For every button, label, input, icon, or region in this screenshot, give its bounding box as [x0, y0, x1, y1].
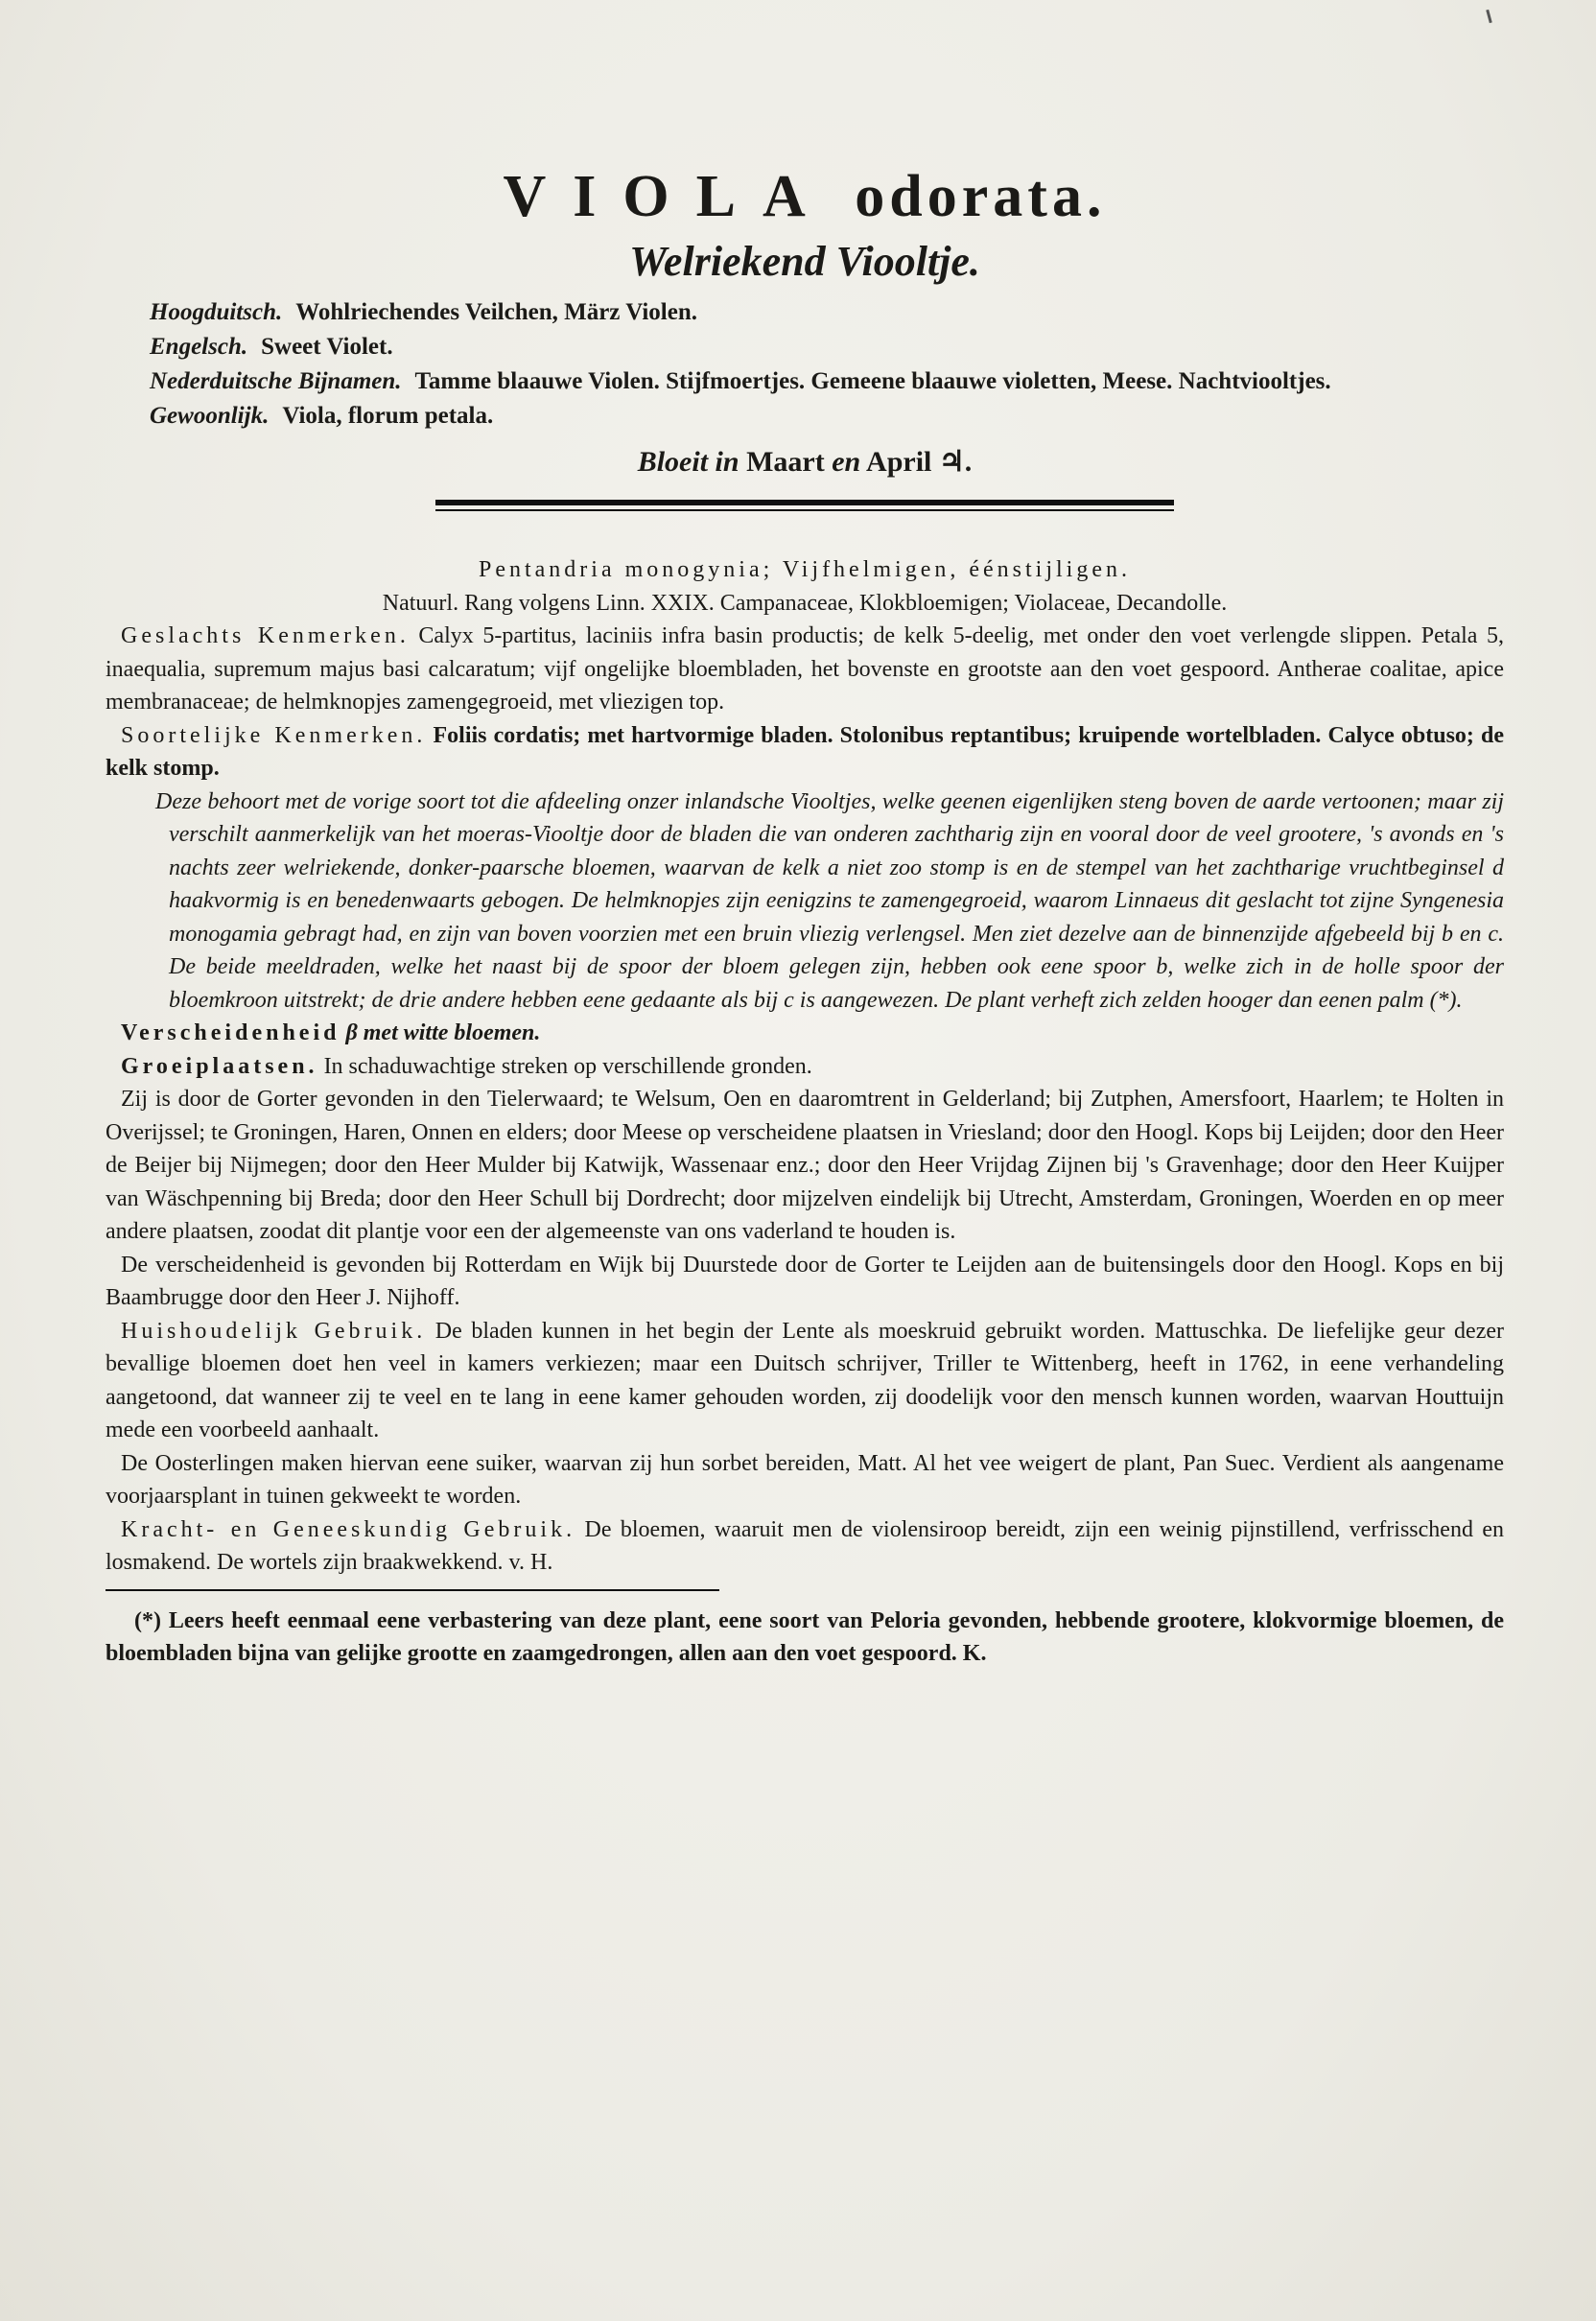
title-block — [106, 163, 1504, 286]
classification-line-2: Natuurl. Rang volgens Linn. XXIX. Campanaceae, Klokbloemigen; Violaceae, Decandolle. — [382, 590, 1228, 616]
household-label: Huishoudelijk Gebruik. — [121, 1318, 427, 1344]
name-row — [150, 330, 1504, 364]
medicinal-label: Kracht- en Geneeskundig Gebruik. — [121, 1516, 576, 1542]
habitat — [106, 1050, 1504, 1084]
double-rule-thin — [435, 509, 1174, 511]
page-title — [106, 163, 1504, 231]
bloom-month-2: April ♃. — [866, 446, 973, 478]
footnote-rule — [106, 1589, 719, 1591]
name-value: Wohlriechendes Veilchen, März Violen. — [295, 299, 697, 325]
variety-label: Verscheidenheid — [121, 1020, 340, 1045]
vernacular-names — [150, 295, 1504, 434]
name-row — [150, 364, 1504, 399]
description: Deze behoort met de vorige soort tot die afdeeling onzer inlandsche Viooltjes, welke geenen eigenlijken steng boven de aarde vertoonen; maar zij verschilt aanmerkelijk van het moeras-Viooltje door de bladen die van onderen zachtharig zijn en vooral door de veel grootere, 's avonds en 's nachts zeer welriekende, donker-paarsche bloemen, waarvan de kelk a niet zoo stomp is en de stempel van het zachtharige vruchtbeginsel d haakvormig is en benedenwaarts gebogen. De helmknopjes zijn eenigzins te zamengegroeid, waarom Linnaeus dit geslacht tot zijne Syngenesia monogamia gebragt had, en zijn van boven voorzien met een bruin vliezig verlengsel. Men ziet dezelve aan de binnenzijde afgebeeld bij b en c. De beide meeldraden, welke het naast bij de spoor der bloem gelegen zijn, hebben ook eene spoor b, welke zich in de holle spoor der bloemkroon uitstrekt; de drie andere hebben eene gedaante als bij c is aangewezen. De plant verheft zich zelden hooger dan eenen palm (*). — [155, 788, 1504, 1013]
body-text — [106, 553, 1504, 1580]
name-row — [150, 399, 1504, 434]
page-subtitle: Welriekend Viooltje. — [629, 238, 980, 285]
name-value: Viola, florum petala. — [282, 403, 494, 429]
footnote — [106, 1605, 1504, 1671]
variety — [106, 1017, 1504, 1050]
name-label: Hoogduitsch. — [150, 299, 283, 325]
title-genus: VIOLA — [503, 164, 833, 229]
classification-line-1: Pentandria monogynia; Vijfhelmigen, éénstijligen. — [478, 557, 1132, 582]
bloom-line — [106, 445, 1504, 479]
genus-characters-text: Calyx 5-partitus, laciniis infra basin productis; de kelk 5-deelig, met onder den voet verlengde slippen. Petala 5, inaequalia, supremum majus basi calcaratum; vijf ongelijke bloembladen, het bovenste en grootste aan den voet gespoord. Antherae coalitae, apice membranaceae; de helmknopjes zamengegroeid, met vliezigen top. — [106, 623, 1505, 715]
bloom-month-1: Maart — [746, 446, 825, 478]
species-characters-label: Soortelijke Kenmerken. — [121, 722, 427, 748]
double-rule-thick — [435, 500, 1174, 505]
medicinal-text: De bloemen, waaruit men de violensiroop bereidt, zijn een weinig pijnstillend, verfrisschend en losmakend. De wortels zijn braakwekkend. v. H. — [106, 1516, 1504, 1575]
corner-mark — [1486, 10, 1492, 23]
household-use — [106, 1315, 1504, 1447]
medicinal-use — [106, 1513, 1504, 1580]
name-row — [150, 295, 1504, 330]
household-orient: De Oosterlingen maken hiervan eene suiker, waarvan zij hun sorbet bereiden, Matt. Al het vee weigert de plant, Pan Suec. Verdient als aangename voorjaarsplant in tuinen gekweekt te worden. — [106, 1450, 1504, 1509]
name-label: Nederduitsche Bijnamen. — [150, 368, 402, 394]
variety-finds: De verscheidenheid is gevonden bij Rotterdam en Wijk bij Duurstede door de Gorter te Leijden aan de buitensingels door den Hoogl. Kops en bij Baambrugge door den Heer J. Nijhoff. — [106, 1252, 1504, 1310]
bloom-conj: en — [832, 446, 861, 478]
name-value: Tamme blaauwe Violen. Stijfmoertjes. Gemeene blaauwe violetten, Meese. Nachtviooltjes. — [414, 368, 1331, 394]
name-label: Gewoonlijk. — [150, 403, 270, 429]
species-characters-text: Foliis cordatis; met hartvormige bladen. Stolonibus reptantibus; kruipende wortelbladen. Calyce obtuso; de kelk stomp. — [106, 722, 1505, 781]
title-species: odorata. — [855, 164, 1107, 229]
household-text: De bladen kunnen in het begin der Lente als moeskruid gebruikt worden. Mattuschka. De liefelijke geur dezer bevallige bloemen doet hen veel in kamers verkiezen; maar een Duitsch schrijver, Triller te Wittenberg, heeft in 1762, in eene verhandeling aangetoond, dat wanneer zij te veel en te lang in eene kamer gehouden worden, zij doodelijk voor den mensch kunnen worden, waarvan Houttuijn mede een voorbeeld aanhaalt. — [106, 1318, 1504, 1442]
name-label: Engelsch. — [150, 334, 248, 360]
habitat-text: In schaduwachtige streken op verschillende gronden. — [323, 1053, 812, 1079]
variety-text: β met witte bloemen. — [345, 1020, 541, 1045]
name-value: Sweet Violet. — [261, 334, 393, 360]
genus-characters-label: Geslachts Kenmerken. — [121, 623, 410, 648]
genus-characters — [106, 620, 1504, 719]
bloom-lead: Bloeit in — [637, 446, 739, 478]
species-characters — [106, 719, 1504, 785]
habitat-finds: Zij is door de Gorter gevonden in den Tielerwaard; te Welsum, Oen en daaromtrent in Gelderland; bij Zutphen, Amersfoort, Haarlem; te Holten in Overijssel; te Groningen, Haren, Onnen en elders; door Meese op verscheidene plaatsen in Vriesland; door den Hoogl. Kops bij Leijden; door den Heer de Beijer bij Nijmegen; door den Heer Mulder bij Katwijk, Wassenaar enz.; door den Heer Vrijdag Zijnen bij 's Gravenhage; door den Heer Kuijper van Wäschpenning bij Breda; door den Heer Schull bij Dordrecht; door mijzelven eindelijk bij Utrecht, Amsterdam, Groningen, Woerden en op meer andere plaatsen, zoodat dit plantje voor een der algemeenste van ons vaderland te houden is. — [106, 1087, 1504, 1244]
habitat-label: Groeiplaatsen. — [121, 1053, 318, 1079]
footnote-text: (*) Leers heeft eenmaal eene verbastering van deze plant, eene soort van Peloria gevonden, hebbende grootere, klokvormige bloemen, de bloembladen bijna van gelijke grootte en zaamgedrongen, allen aan den voet gespoord. K. — [106, 1607, 1504, 1666]
